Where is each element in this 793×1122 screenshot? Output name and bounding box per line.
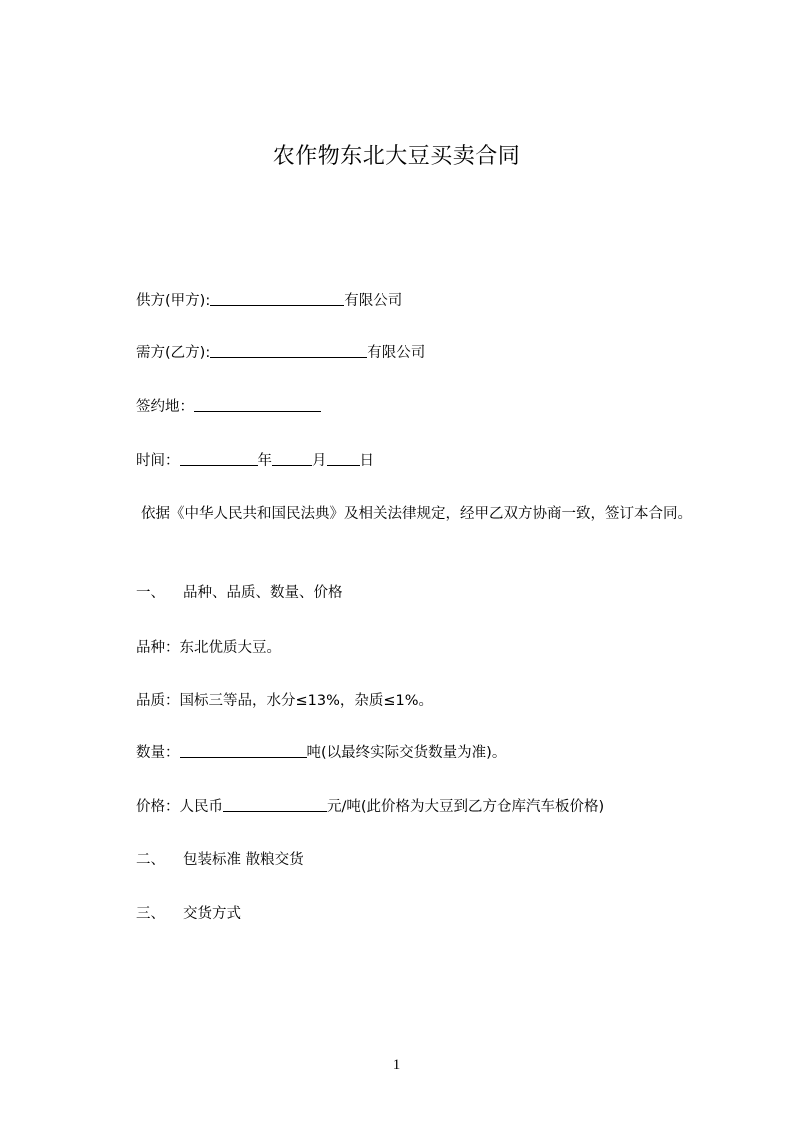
sign-place-line: [136, 396, 321, 418]
day-label: 日: [359, 453, 374, 469]
page-number: 1: [392, 1057, 401, 1073]
section-3-title: 交货方式: [183, 906, 241, 922]
price-blank[interactable]: [223, 796, 327, 812]
quantity-label: 数量：: [136, 745, 180, 761]
buyer-suffix: 有限公司: [367, 345, 426, 361]
day-blank[interactable]: [327, 450, 360, 466]
price-suffix: 元/吨(此价格为大豆到乙方仓库汽车板价格): [327, 799, 605, 815]
section-2-number: 二、: [136, 852, 165, 868]
sign-time-label: 时间：: [136, 453, 180, 469]
sign-time-line: [136, 450, 374, 472]
section-1-title: 品种、品质、数量、价格: [183, 585, 343, 601]
section-3-heading: [136, 903, 241, 925]
price-label: 价格：人民币: [136, 799, 223, 815]
year-blank[interactable]: [180, 450, 258, 466]
year-label: 年: [257, 453, 272, 469]
section-3-number: 三、: [136, 906, 165, 922]
contract-title: 农作物东北大豆买卖合同: [272, 144, 521, 169]
section-1-heading: [136, 582, 343, 604]
quantity-suffix: 吨(以最终实际交货数量为准)。: [306, 745, 507, 761]
sign-place-blank[interactable]: [194, 396, 321, 412]
sign-place-label: 签约地：: [136, 399, 194, 415]
buyer-name-blank[interactable]: [210, 342, 367, 358]
supplier-label: 供方(甲方):: [136, 293, 211, 309]
buyer-label: 需方(乙方):: [136, 345, 211, 361]
supplier-name-blank[interactable]: [210, 290, 344, 306]
month-label: 月: [312, 453, 327, 469]
section-2-title: 包装标准 散粮交货: [183, 852, 304, 868]
variety-line: 品种：东北优质大豆。: [136, 640, 281, 656]
quality-line: 品质：国标三等品，水分≤13%，杂质≤1%。: [136, 693, 434, 709]
section-2-heading: [136, 849, 304, 871]
supplier-suffix: 有限公司: [344, 293, 403, 309]
price-line: [136, 796, 604, 818]
buyer-line: [136, 342, 425, 364]
supplier-line: [136, 290, 402, 312]
section-1-number: 一、: [136, 585, 165, 601]
month-blank[interactable]: [272, 450, 312, 466]
quantity-line: [136, 742, 506, 764]
intro-paragraph: 依据《中华人民共和国民法典》及相关法律规定，经甲乙双方协商一致，签订本合同。: [141, 506, 692, 522]
quantity-blank[interactable]: [180, 742, 307, 758]
